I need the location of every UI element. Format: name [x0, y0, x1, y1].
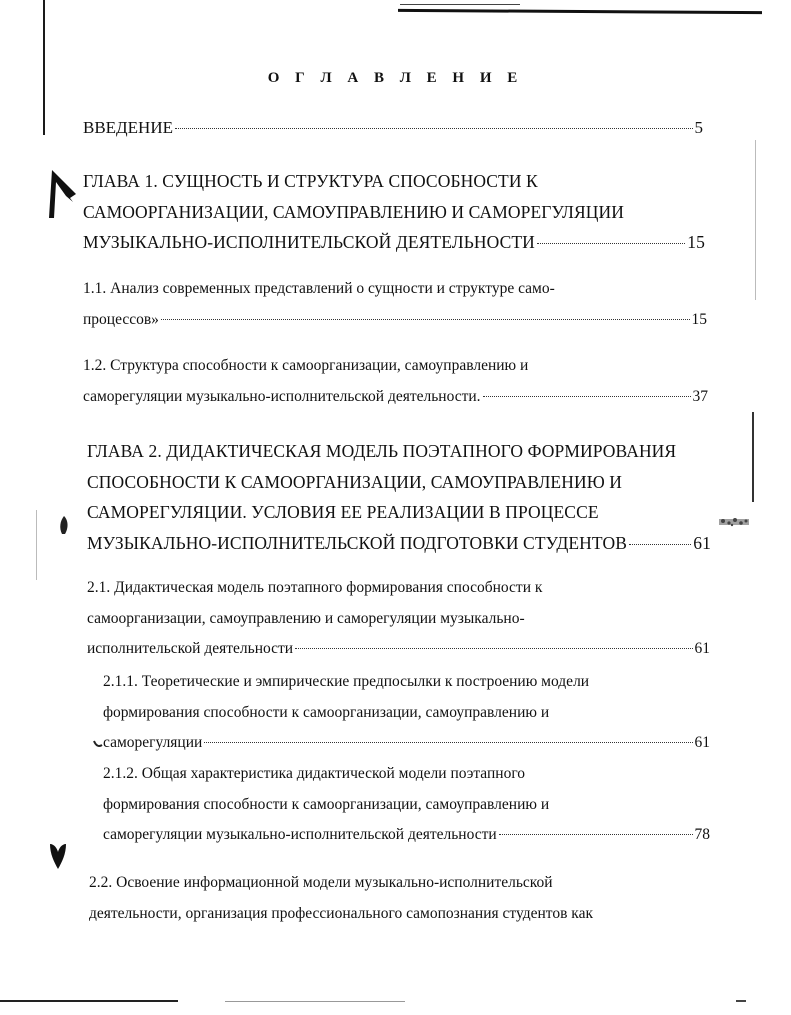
toc-entry-line: исполнительской деятельности: [87, 640, 294, 657]
toc-entry-line: саморегуляции музыкально-исполнительской деятельности: [103, 826, 497, 843]
toc-entry-line: САМООРГАНИЗАЦИИ, САМОУПРАВЛЕНИЮ И САМОРЕГУЛЯЦИИ: [83, 201, 624, 222]
ink-mark-icon: [93, 738, 103, 748]
toc-entry-line: самоорганизации, самоуправлению и саморегуляции музыкально-: [87, 609, 525, 627]
toc-entry-line: 2.2. Освоение информационной модели музыкально-исполнительской: [89, 874, 553, 891]
toc-page-number: 15: [691, 310, 707, 328]
toc-entry-line: формирования способности к самоорганизации, самоуправлению и: [103, 703, 550, 721]
toc-page-number: 61: [693, 532, 711, 553]
toc-page-number: 15: [687, 232, 705, 252]
toc-entry-line: ГЛАВА 2. ДИДАКТИЧЕСКАЯ МОДЕЛЬ ПОЭТАПНОГО ФОРМИРОВАНИЯ: [87, 441, 677, 461]
toc-page-number: 5: [694, 118, 703, 137]
leader-dots: [295, 648, 692, 649]
scan-smudge: [717, 513, 751, 531]
toc-entry-line: 2.1.2. Общая характеристика дидактической модели поэтапного: [103, 765, 526, 782]
toc-entry-line: саморегуляции музыкально-исполнительской деятельности.: [83, 387, 481, 405]
toc-entry-section-1-1: [83, 274, 707, 335]
scan-edge-line: [0, 1000, 178, 1002]
toc-entry-line: СПОСОБНОСТИ К САМООРГАНИЗАЦИИ, САМОУПРАВЛЕНИЮ И: [87, 471, 622, 492]
scan-edge-line: [755, 140, 756, 300]
scan-edge-line: [736, 1000, 746, 1002]
leader-dots: [204, 742, 692, 743]
toc-entry-line: 2.1.1. Теоретические и эмпирические предпосылки к построению модели: [103, 673, 590, 690]
leader-dots: [629, 544, 691, 545]
scan-edge-line: [43, 0, 45, 135]
toc-entry-section-2-1: [87, 573, 710, 665]
toc-entry-line: формирования способности к самоорганизации, самоуправлению и: [103, 795, 550, 813]
toc-entry-intro: [83, 113, 703, 144]
toc-entry-section-1-2: [83, 351, 708, 412]
toc-entry-line: 1.2. Структура способности к самоорганизации, самоуправлению и: [83, 357, 529, 374]
toc-entry-line: САМОРЕГУЛЯЦИИ. УСЛОВИЯ ЕЕ РЕАЛИЗАЦИИ В ПРОЦЕССЕ: [87, 502, 599, 522]
toc-entry-chapter-2: [87, 436, 711, 558]
ink-mark-icon: [46, 168, 78, 220]
toc-page-number: 61: [694, 734, 710, 751]
ink-mark-icon: [58, 515, 70, 535]
scan-edge-line: [225, 1001, 405, 1002]
ink-mark-icon: [48, 842, 68, 870]
toc-entry-line: 1.1. Анализ современных представлений о сущности и структуре само-: [83, 280, 555, 297]
toc-entry-section-2-1-1: [103, 667, 710, 759]
toc-entry-line: процессов»: [83, 310, 159, 328]
leader-dots: [161, 319, 690, 320]
toc-entry-chapter-1: [83, 166, 705, 258]
leader-dots: [175, 128, 693, 129]
page-title: О Г Л А В Л Е Н И Е: [267, 70, 524, 86]
leader-dots: [537, 243, 685, 244]
toc-entry-section-2-2: [89, 868, 689, 929]
toc-entry-line: МУЗЫКАЛЬНО-ИСПОЛНИТЕЛЬСКОЙ ПОДГОТОВКИ СТУДЕНТОВ: [87, 532, 627, 553]
scan-edge-line: [36, 510, 37, 580]
toc-page-number: 78: [694, 826, 710, 843]
scan-edge-line: [400, 4, 520, 5]
scan-edge-line: [398, 9, 762, 14]
toc-entry-line: ГЛАВА 1. СУЩНОСТЬ И СТРУКТУРА СПОСОБНОСТИ К: [83, 171, 538, 191]
toc-page-number: 37: [692, 387, 708, 405]
toc-page-number: 61: [694, 640, 710, 657]
scan-edge-line: [752, 412, 754, 502]
leader-dots: [499, 834, 693, 835]
toc-entry-line: 2.1. Дидактическая модель поэтапного формирования способности к: [87, 579, 543, 596]
toc-entry-line: МУЗЫКАЛЬНО-ИСПОЛНИТЕЛЬСКОЙ ДЕЯТЕЛЬНОСТИ: [83, 232, 535, 252]
toc-entry-label: ВВЕДЕНИЕ: [83, 118, 173, 137]
toc-entry-line: деятельности, организация профессионального самопознания студентов как: [89, 904, 594, 922]
toc-entry-line: саморегуляции: [103, 734, 203, 751]
leader-dots: [483, 396, 691, 397]
toc-entry-section-2-1-2: [103, 759, 710, 851]
